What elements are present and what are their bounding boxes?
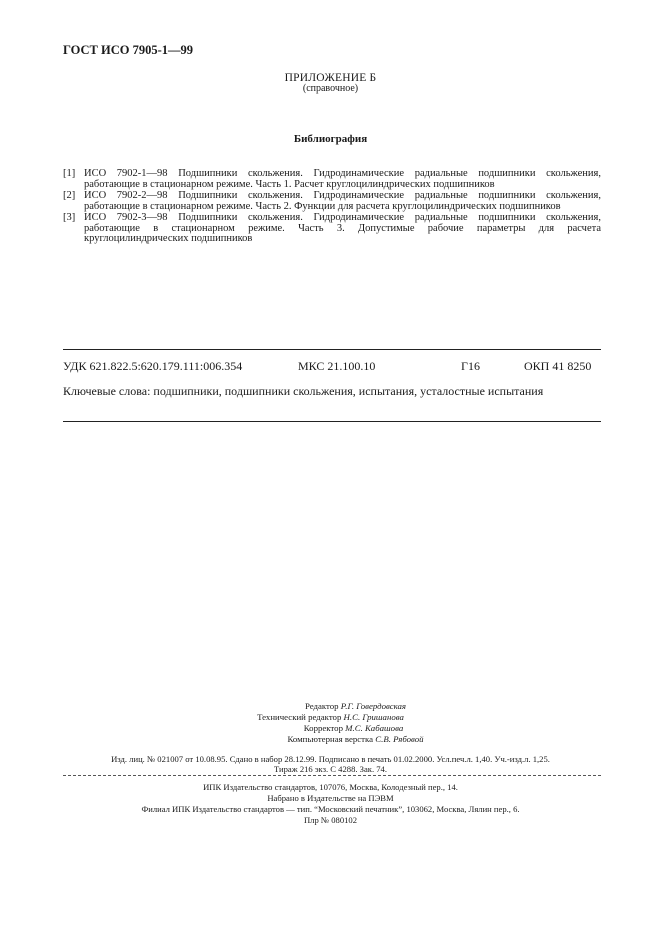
document-code: ГОСТ ИСО 7905-1—99 bbox=[63, 43, 194, 57]
keywords: Ключевые слова: подшипники, подшипники скольжения, испытания, усталостные испытания bbox=[63, 384, 544, 398]
dashed-divider bbox=[63, 775, 601, 776]
entry-text: ИСО 7902-1—98 Подшипники скольжения. Гидродинамические радиальные подшипники скольжения, работающие в стационарном режиме. Часть 1. Расчет круглоцилиндрических подшипников bbox=[84, 168, 601, 190]
bibliography-entry bbox=[63, 169, 601, 190]
bibliography-entry bbox=[63, 191, 601, 212]
plr-line: Плр № 080102 bbox=[303, 815, 358, 825]
entry-number: [2] bbox=[63, 190, 76, 201]
publisher-line: ИПК Издательство стандартов, 107076, Москва, Колодезный пер., 14. bbox=[203, 782, 458, 792]
entry-text: ИСО 7902-2—98 Подшипники скольжения. Гидродинамические радиальные подшипники скольжения, работающие в стационарном режиме. Часть 2. Функции для расчета круглоцилиндрических подшипников bbox=[84, 190, 601, 212]
license-line: Изд. лиц. № 021007 от 10.08.95. Сдано в набор 28.12.99. Подписано в печать 01.02.2000. Усл.печ.л. 1,40. Уч.-изд.л. 1,25. bbox=[111, 754, 550, 764]
corrector-name: М.С. Кабашова bbox=[345, 723, 404, 733]
editor-name: Р.Г. Говердовская bbox=[340, 701, 407, 711]
tech-editor-label: Технический редактор bbox=[257, 712, 342, 722]
mks-code: МКС 21.100.10 bbox=[298, 359, 376, 373]
divider bbox=[63, 421, 601, 422]
appendix-title: ПРИЛОЖЕНИЕ Б bbox=[284, 72, 377, 84]
udk-code: УДК 621.822.5:620.179.111:006.354 bbox=[63, 359, 243, 373]
divider bbox=[63, 349, 601, 350]
okp-code: ОКП 41 8250 bbox=[524, 359, 592, 373]
editor-label: Редактор bbox=[304, 701, 339, 711]
entry-number: [3] bbox=[63, 212, 76, 223]
bibliography-entry bbox=[63, 213, 601, 245]
entry-number: [1] bbox=[63, 168, 76, 179]
branch-line: Филиал ИПК Издательство стандартов — тип. “Московский печатник”, 103062, Москва, Лялин пер., 6. bbox=[141, 804, 520, 814]
typeset-line: Набрано в Издательстве на ПЭВМ bbox=[267, 793, 394, 803]
tech-editor-name: Н.С. Гришанова bbox=[343, 712, 404, 722]
bibliography-heading: Библиография bbox=[293, 133, 368, 145]
corrector-label: Корректор bbox=[303, 723, 343, 733]
entry-text: ИСО 7902-3—98 Подшипники скольжения. Гидродинамические радиальные подшипники скольжения, работающие в стационарном режиме. Часть 3. Допустимые рабочие параметры для расчета круглоцилиндрических подшипников bbox=[84, 212, 601, 244]
appendix-subtitle: (справочное) bbox=[302, 83, 359, 94]
layout-line bbox=[0, 733, 661, 745]
layout-name: С.В. Рябовой bbox=[375, 734, 424, 744]
layout-label: Компьютерная верстка bbox=[287, 734, 374, 744]
print-run-line: Тираж 216 экз. С 4288. Зак. 74. bbox=[273, 764, 387, 774]
group-code: Г16 bbox=[461, 359, 480, 373]
